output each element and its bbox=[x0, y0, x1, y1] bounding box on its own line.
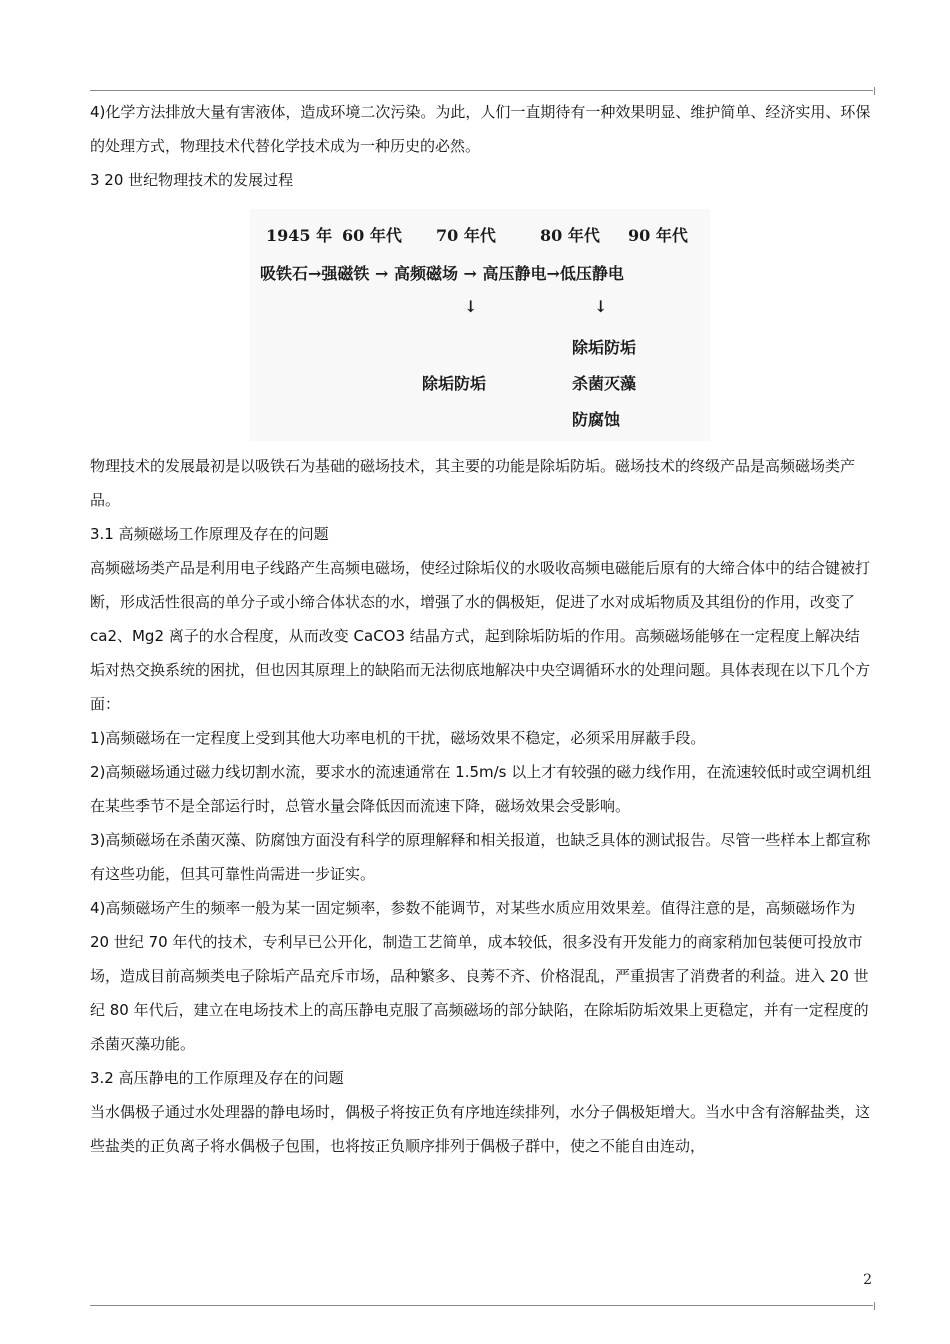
paragraph-electrostatic-principle: 当水偶极子通过水处理器的静电场时，偶极子将按正负有序地连续排列，水分子偶极矩增大。当水中含有溶解盐类，这些盐类的正负离子将水偶极子包围，也将按正负顺序排列于偶极子群中，使之不能自由连动， bbox=[90, 1103, 871, 1155]
section-heading-3-2: 3.2 高压静电的工作原理及存在的问题 bbox=[90, 1069, 344, 1087]
effect-70s-descaling: 除垢防垢 bbox=[422, 374, 487, 393]
year-80s: 80 年代 bbox=[540, 226, 600, 245]
section-heading-3: 3 20 世纪物理技术的发展过程 bbox=[90, 171, 294, 189]
down-arrow-70s-icon: ↓ bbox=[464, 297, 478, 316]
year-1945: 1945 年 bbox=[266, 226, 333, 245]
paragraph-issue-2: 2)高频磁场通过磁力线切割水流，要求水的流速通常在 1.5m/s 以上才有较强的磁力线作用，在流速较低时或空调机组在某些季节不是全部运行时，总管水量会降低因而流速下降，磁场效果会受影响。 bbox=[90, 763, 872, 815]
paragraph-issue-3: 3)高频磁场在杀菌灭藻、防腐蚀方面没有科学的原理解释和相关报道，也缺乏具体的测试报告。尽管一些样本上都宣称有这些功能，但其可靠性尚需进一步证实。 bbox=[90, 831, 871, 883]
paragraph-development-summary: 物理技术的发展最初是以吸铁石为基础的磁场技术，其主要的功能是除垢防垢。磁场技术的终级产品是高频磁场类产品。 bbox=[90, 457, 856, 509]
page-number: 2 bbox=[863, 1272, 872, 1288]
year-90s: 90 年代 bbox=[628, 226, 688, 245]
header-rule bbox=[90, 90, 873, 91]
paragraph-hf-principle: 高频磁场类产品是利用电子线路产生高频电磁场，使经过除垢仪的水吸收高频电磁能后原有的大缔合体中的结合键被打断，形成活性很高的单分子或小缔合体状态的水，增强了水的偶极矩，促进了水对成垢物质及其组份的作用，改变了 ca2、Mg2 离子的水合程度，从而改变 CaCO3 结晶方式，起到除垢防垢的作用。高频磁场能够在一定程度上解决结垢对热交换系统的困扰，但也因其原理上的缺陷而无法彻底地解决中央空调循环水的处理问题。具体表现在以下几个方面： bbox=[90, 559, 871, 713]
down-arrow-90s-icon: ↓ bbox=[594, 297, 608, 316]
section-heading-3-1: 3.1 高频磁场工作原理及存在的问题 bbox=[90, 525, 329, 543]
footer-rule bbox=[90, 1305, 873, 1306]
paragraph-chemical-pollution: 4)化学方法排放大量有害液体，造成环境二次污染。为此，人们一直期待有一种效果明显、维护简单、经济实用、环保的处理方式，物理技术代替化学技术成为一种历史的必然。 bbox=[90, 103, 871, 155]
effect-90s-sterilization: 杀菌灭藻 bbox=[572, 374, 637, 393]
year-60s: 60 年代 bbox=[342, 226, 402, 245]
page-body bbox=[90, 95, 873, 1163]
paragraph-issue-4: 4)高频磁场产生的频率一般为某一固定频率，参数不能调节，对某些水质应用效果差。值得注意的是，高频磁场作为 20 世纪 70 年代的技术，专利早已公开化，制造工艺简单，成本较低，很多没有开发能力的商家稍加包装便可投放市场，造成目前高频类电子除垢产品充斥市场，品种繁多、良莠不齐、价格混乱，严重损害了消费者的利益。进入 20 世纪 80 年代后，建立在电场技术上的高压静电克服了高频磁场的部分缺陷，在除垢防垢效果上更稳定，并有一定程度的杀菌灭藻功能。 bbox=[90, 899, 869, 1053]
technology-chain: 吸铁石→强磁铁 → 高频磁场 → 高压静电→低压静电 bbox=[260, 264, 624, 283]
effect-90s-anticorrosion: 防腐蚀 bbox=[572, 410, 621, 429]
development-timeline-figure bbox=[250, 209, 710, 441]
effect-90s-descaling: 除垢防垢 bbox=[572, 338, 637, 357]
year-70s: 70 年代 bbox=[436, 226, 496, 245]
paragraph-issue-1: 1)高频磁场在一定程度上受到其他大功率电机的干扰，磁场效果不稳定，必须采用屏蔽手段。 bbox=[90, 729, 706, 747]
